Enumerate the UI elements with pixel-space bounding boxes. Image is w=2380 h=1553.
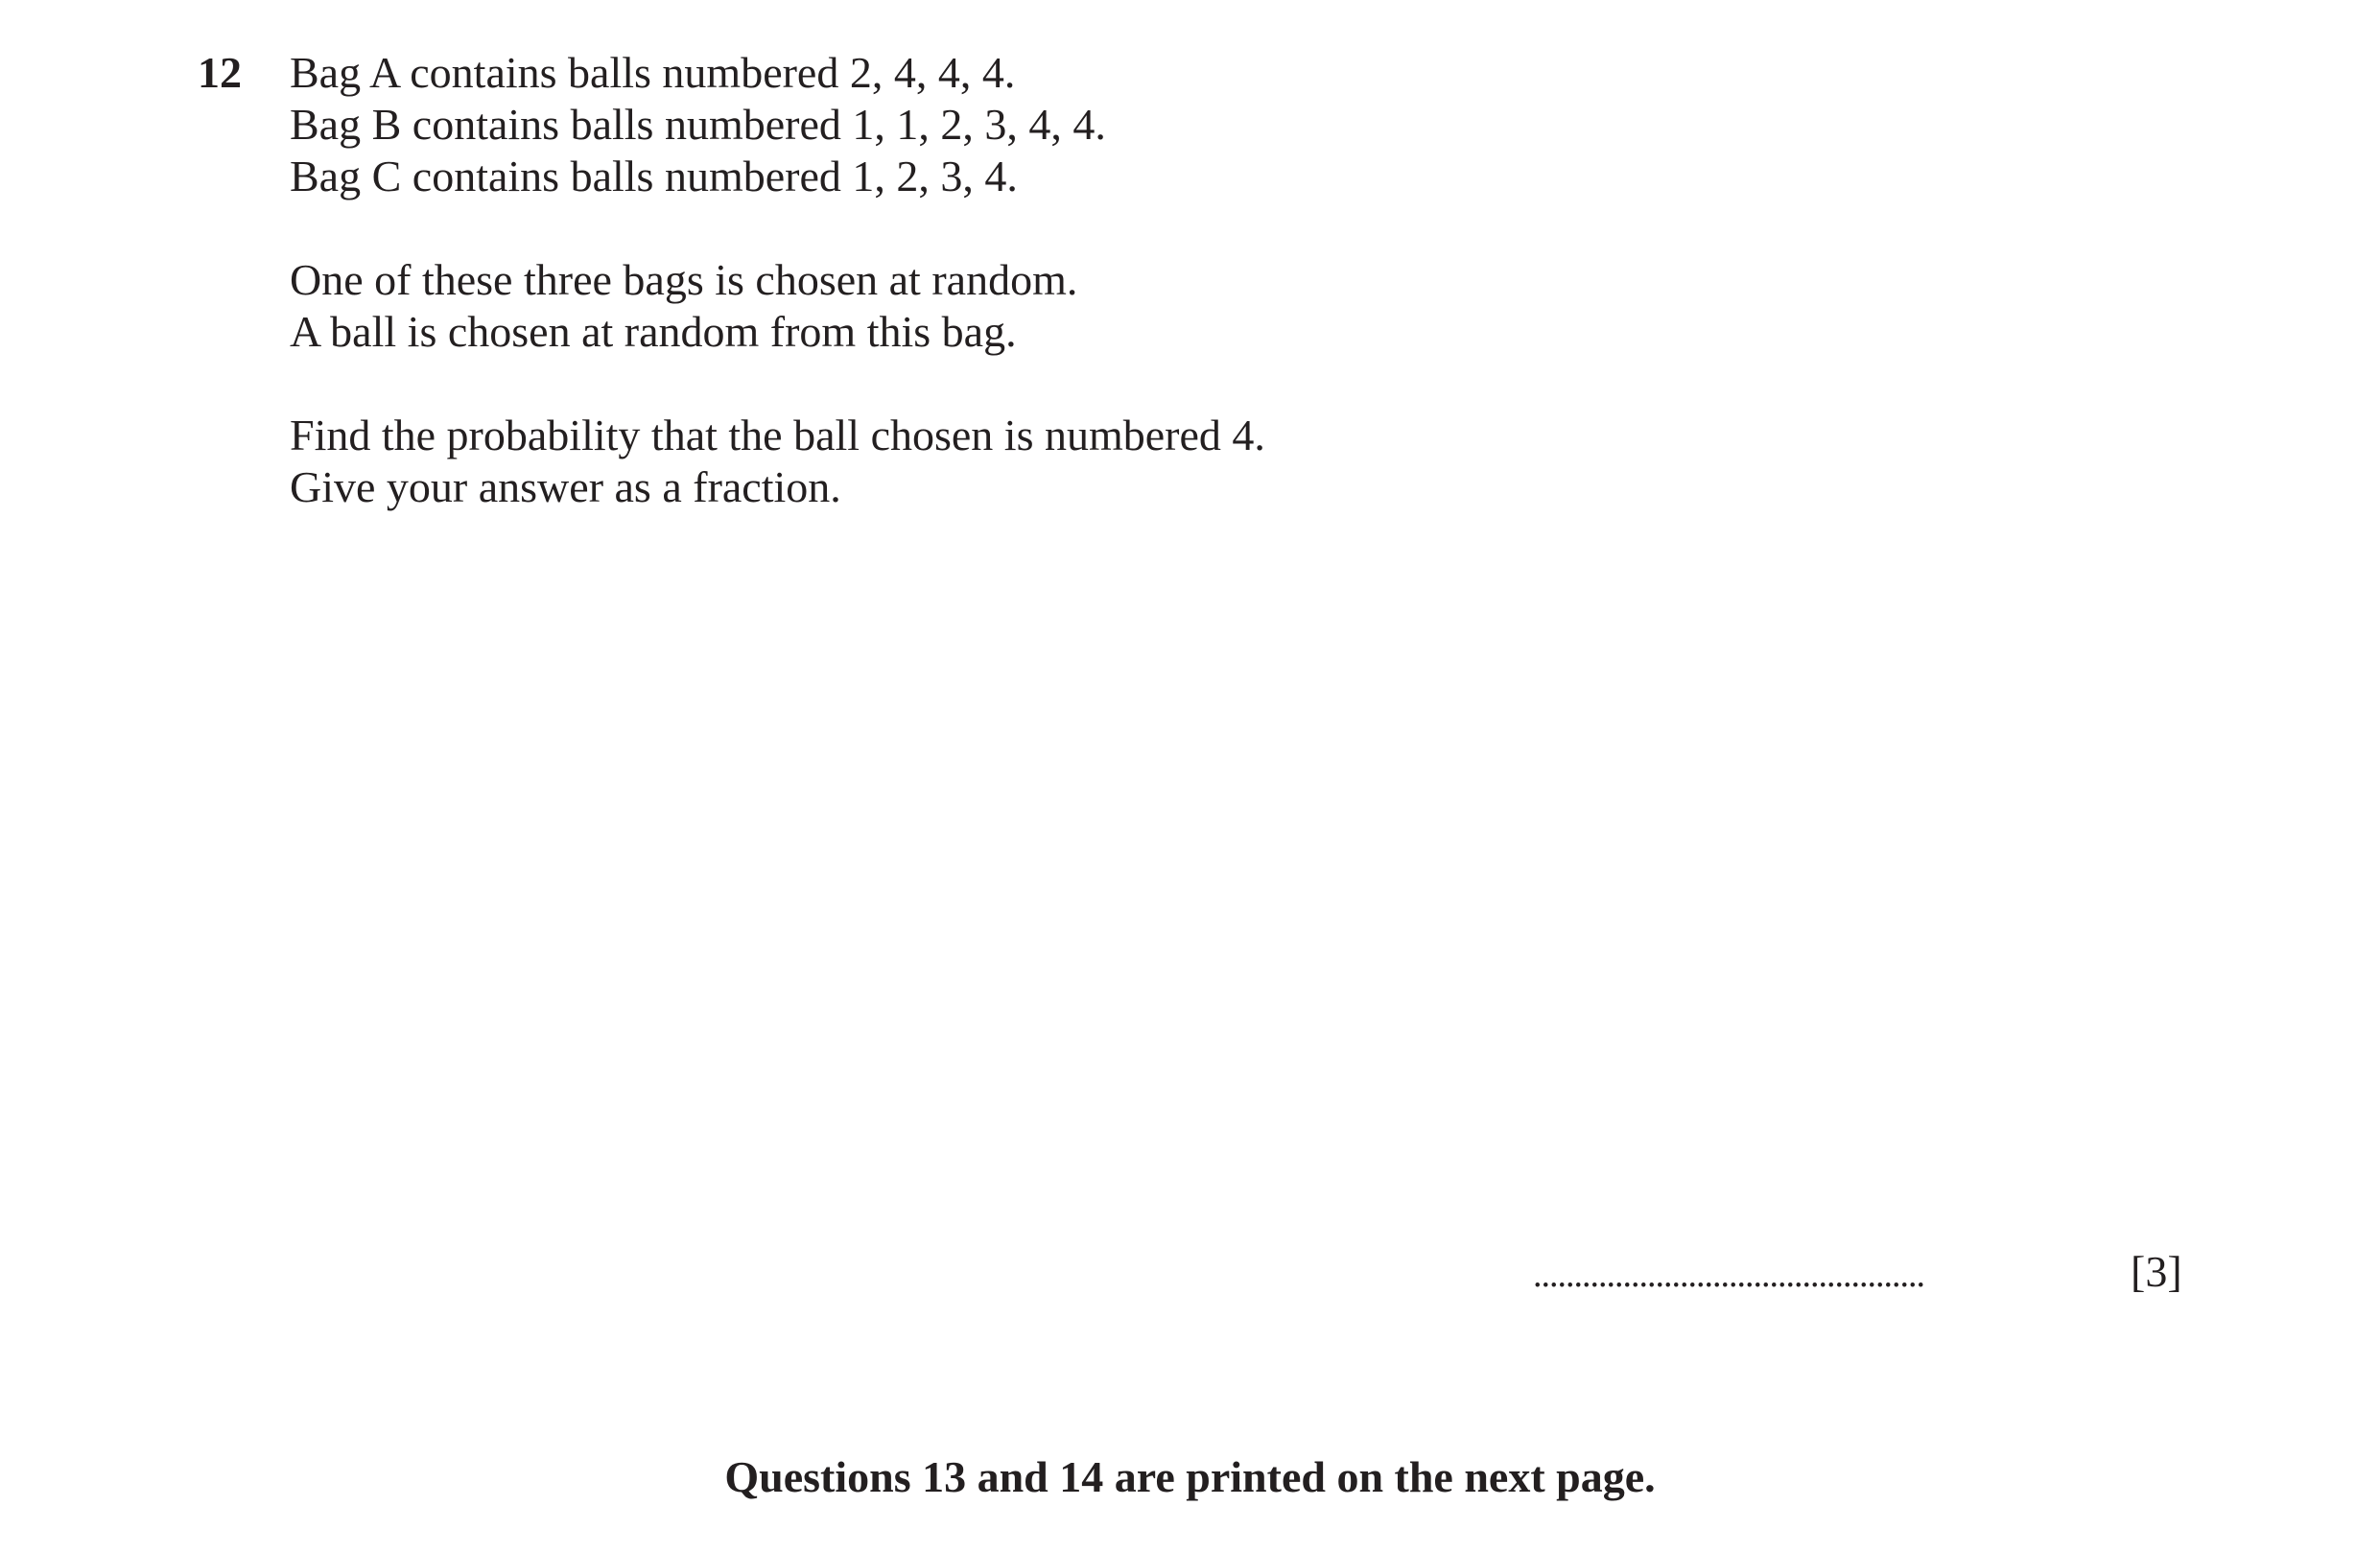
footer-note: Questions 13 and 14 are printed on the next page. xyxy=(724,1452,1656,1501)
answer-dots: ................................................ xyxy=(1533,1255,1924,1295)
answer-format-line: Give your answer as a fraction. xyxy=(290,462,841,511)
marks-label: [3] xyxy=(2131,1247,2182,1296)
paragraph-gap xyxy=(290,200,2208,251)
paragraph-gap xyxy=(290,355,2208,407)
instruction-line: Find the probability that the ball chosen is numbered 4. xyxy=(290,411,1265,459)
bag-b-line: Bag B contains balls numbered 1, 1, 2, 3, 4, 4. xyxy=(290,100,1106,149)
question-text xyxy=(290,44,2208,510)
bag-choice-line: One of these three bags is chosen at random. xyxy=(290,255,1078,304)
bag-a-line: Bag A contains balls numbered 2, 4, 4, 4. xyxy=(290,48,1016,97)
bag-c-line: Bag C contains balls numbered 1, 2, 3, 4. xyxy=(290,152,1018,200)
answer-line[interactable] xyxy=(1533,1243,1924,1304)
ball-choice-line: A ball is chosen at random from this bag. xyxy=(290,307,1017,356)
question-number: 12 xyxy=(198,48,242,97)
